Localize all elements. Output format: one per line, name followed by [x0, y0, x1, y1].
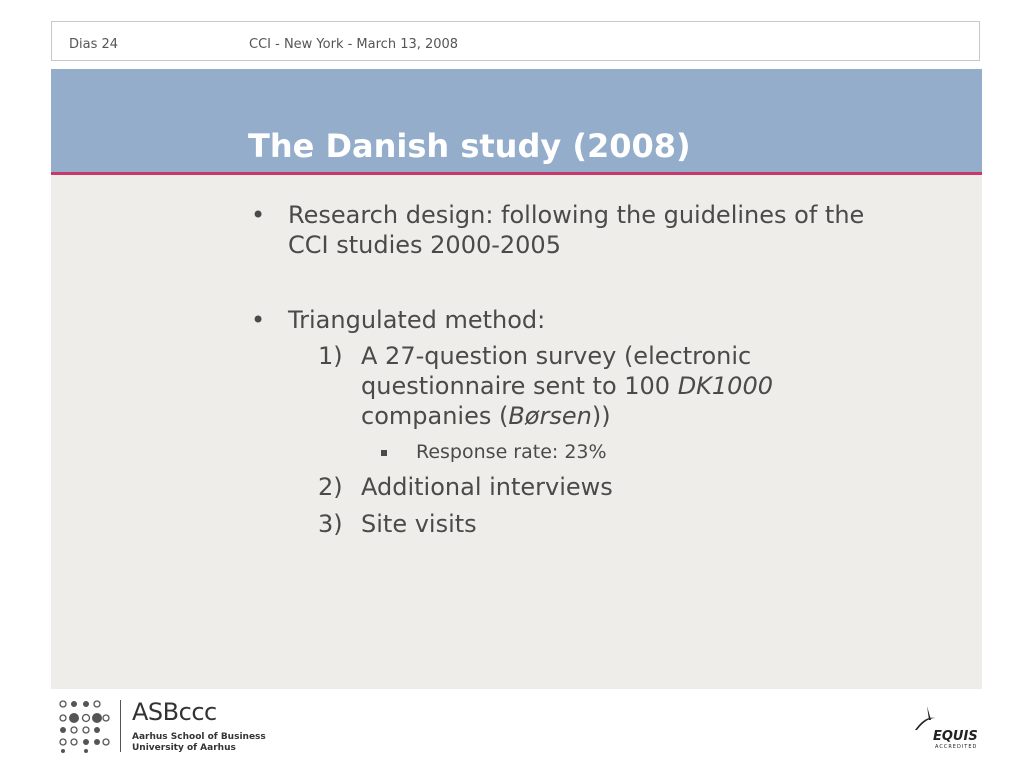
numbered-text-line: A 27-question survey (electronic [361, 342, 752, 370]
borsen-term: Børsen [508, 402, 592, 430]
content-panel [51, 175, 982, 689]
footer [0, 690, 1024, 768]
numbered-item-interviews [318, 472, 613, 502]
slide-number: Dias 24 [69, 37, 119, 52]
logo-divider [120, 700, 121, 752]
bullet-research-design [251, 200, 864, 260]
bullet-marker: • [251, 201, 266, 229]
asb-dots-logo-icon [58, 699, 112, 753]
equis-accredited-text: ACCREDITED [935, 744, 978, 750]
sub-bullet-text: Response rate: 23% [416, 441, 607, 463]
square-bullet-marker [381, 450, 387, 456]
number-marker: 1) [318, 342, 343, 370]
bullet-triangulated-method [251, 305, 545, 335]
number-marker: 3) [318, 510, 343, 538]
numbered-text: Additional interviews [361, 473, 613, 501]
slide-title: The Danish study (2008) [248, 127, 691, 165]
numbered-item-site-visits [318, 509, 477, 539]
bullet-marker: • [251, 306, 266, 334]
bullet-text-line: Research design: following the guidelines of the [288, 201, 865, 229]
bullet-text-line: CCI studies 2000-2005 [288, 231, 561, 259]
school-name: Aarhus School of Business [132, 732, 266, 742]
university-name: University of Aarhus [132, 743, 236, 753]
equis-swoosh-icon [913, 704, 943, 732]
numbered-text: Site visits [361, 510, 477, 538]
numbered-text-line: companies (Børsen)) [361, 402, 611, 430]
sub-bullet-response-rate [381, 440, 607, 464]
bullet-text: Triangulated method: [288, 306, 546, 334]
numbered-text-line: questionnaire sent to 100 DK1000 [361, 372, 773, 400]
dk1000-term: DK1000 [677, 372, 773, 400]
title-band [51, 69, 982, 172]
numbered-item-survey [318, 341, 773, 431]
equis-logo-text: EQUIS [933, 729, 978, 744]
number-marker: 2) [318, 473, 343, 501]
slide-header [51, 21, 980, 61]
event-info: CCI - New York - March 13, 2008 [249, 37, 459, 52]
asb-brand-name: ASBccc [132, 698, 217, 726]
